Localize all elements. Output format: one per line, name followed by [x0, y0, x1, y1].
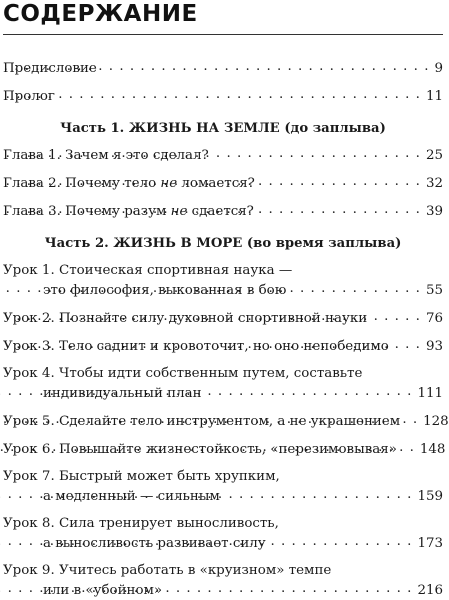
label-post: ломается?: [177, 176, 255, 192]
dot-leader: [272, 534, 413, 547]
dot-leader: [406, 412, 418, 425]
toc-page-number: 32: [425, 176, 443, 192]
toc-entry-lesson-7[interactable]: [3, 468, 443, 486]
label-emphasis: не: [170, 204, 188, 220]
dot-leader: [208, 384, 413, 397]
label-emphasis: не: [160, 176, 178, 192]
toc-entry-label: Пролог: [3, 89, 55, 105]
toc-page-number: 55: [425, 283, 443, 299]
toc-entry-label: Урок 3. Тело саднит и кровоточит, но оно непобедимо: [3, 339, 389, 355]
toc-page-number: 216: [417, 583, 443, 599]
dot-leader: [261, 174, 421, 187]
title-rule: [3, 34, 443, 35]
toc-page-number: 93: [425, 339, 443, 355]
part-heading-2: Часть 2. ЖИЗНЬ В МОРЕ (во время заплыва): [44, 236, 402, 251]
toc-entry-lesson-2[interactable]: [3, 309, 443, 328]
toc-entry-label-cont: индивидуальный план: [43, 386, 202, 402]
toc-entry-lesson-9[interactable]: [3, 562, 443, 580]
page-title: СОДЕРЖАНИЕ: [3, 1, 198, 27]
toc-entry-label: Урок 9. Учитесь работать в «круизном» темпе: [3, 563, 332, 578]
toc-entry-label-cont: а медленный — сильным: [43, 489, 220, 505]
toc-page-number: 39: [425, 204, 443, 220]
toc-entry-label: Урок 5. Сделайте тело инструментом, а не украшением: [3, 414, 401, 430]
toc-entry-label: Урок 8. Сила тренирует выносливость,: [3, 516, 279, 531]
toc-entry-chapter-2[interactable]: [3, 174, 443, 193]
toc-entry-lesson-4-cont[interactable]: [43, 384, 443, 403]
toc-entry-lesson-3[interactable]: [3, 337, 443, 356]
toc-entry-label: Предисловие: [3, 61, 97, 77]
toc-entry-label: Урок 4. Чтобы идти собственным путем, составьте: [3, 366, 363, 381]
dot-leader: [403, 440, 415, 453]
dot-leader: [292, 281, 421, 294]
toc-entry-chapter-1[interactable]: [3, 146, 443, 165]
toc-entry-lesson-5[interactable]: [3, 412, 449, 431]
toc-entry-lesson-9-cont[interactable]: [43, 581, 443, 600]
dot-leader: [373, 309, 421, 322]
toc-entry-label: Урок 2. Познайте силу духовной спортивной науки: [3, 311, 368, 327]
toc-page-number: 9: [434, 61, 443, 77]
toc-entry-lesson-1[interactable]: [3, 262, 443, 280]
toc-entry-lesson-7-cont[interactable]: [43, 487, 443, 506]
label-pre: Глава 3. Почему разум: [3, 204, 171, 220]
toc-entry-label-cont: а выносливость развивает силу: [43, 536, 266, 552]
dot-leader: [215, 146, 421, 159]
toc-entry-label: Урок 1. Стоическая спортивная наука —: [3, 263, 293, 278]
toc-page-number: 159: [417, 489, 443, 505]
toc-entry-label: Урок 6. Повышайте жизнестойкость, «перезимовывая»: [3, 442, 397, 458]
toc-entry-preface[interactable]: [3, 59, 443, 78]
toc-entry-prologue[interactable]: [3, 87, 443, 106]
dot-leader: [168, 581, 412, 594]
toc-entry-label-cont: или в «убойном»: [43, 583, 163, 599]
dot-leader: [226, 487, 413, 500]
dot-leader: [260, 202, 421, 215]
toc-entry-lesson-8[interactable]: [3, 515, 443, 533]
label-post: сдается?: [187, 204, 254, 220]
toc-page-number: 11: [425, 89, 443, 105]
toc-page-number: 128: [423, 414, 449, 430]
toc-entry-chapter-3[interactable]: [3, 202, 443, 221]
label-pre: Глава 2. Почему тело: [3, 176, 161, 192]
toc-page-number: 76: [425, 311, 443, 327]
toc-entry-lesson-4[interactable]: [3, 365, 443, 383]
dot-leader: [61, 87, 421, 100]
dot-leader: [395, 337, 421, 350]
toc-entry-label-cont: это философия, выкованная в бою: [43, 283, 287, 299]
toc-entry-label: Глава 1. Зачем я это сделал?: [3, 148, 209, 164]
toc-page-number: 148: [419, 442, 446, 458]
dot-leader: [103, 59, 430, 72]
part-heading-1: Часть 1. ЖИЗНЬ НА ЗЕМЛЕ (до заплыва): [60, 121, 386, 136]
toc-entry-label: Урок 7. Быстрый может быть хрупким,: [3, 469, 280, 484]
toc-page-number: 25: [425, 148, 443, 164]
toc-page-number: 173: [417, 536, 443, 552]
toc-entry-lesson-6[interactable]: [3, 440, 446, 459]
toc-entry-lesson-8-cont[interactable]: [43, 534, 443, 553]
toc-entry-lesson-1-cont[interactable]: [43, 281, 443, 300]
toc-page-number: 111: [417, 386, 443, 402]
